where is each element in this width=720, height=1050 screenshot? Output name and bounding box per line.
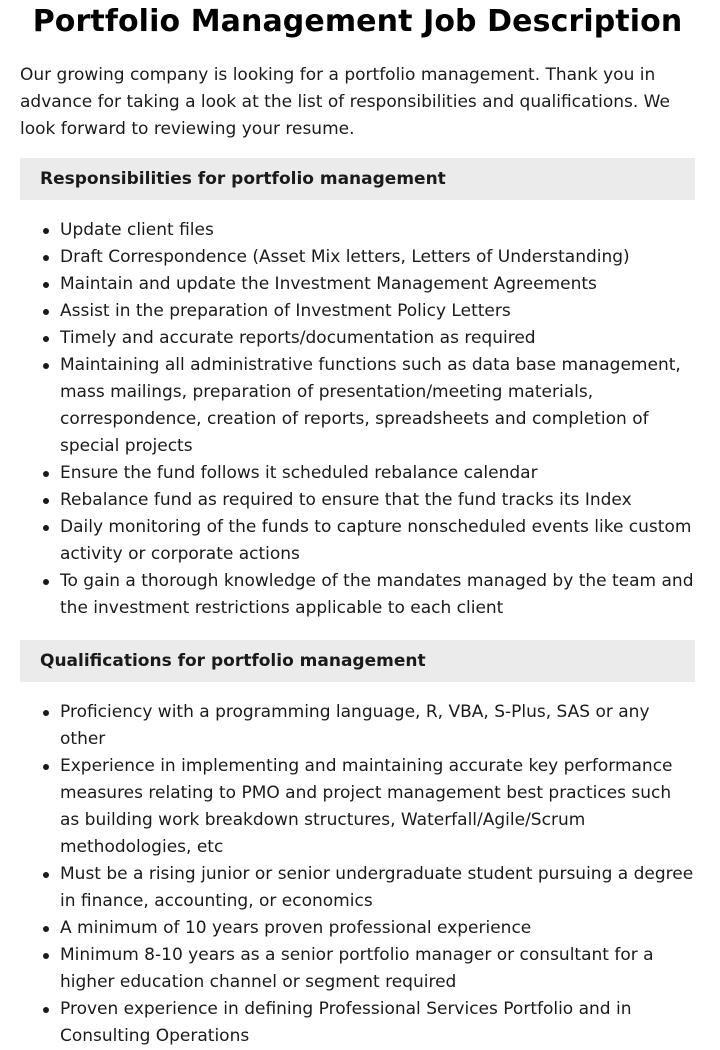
list-item: To gain a thorough knowledge of the mandates managed by the team and the investment restrictions applicable to each client bbox=[60, 568, 695, 622]
list-item: Proven experience in defining Professional Services Portfolio and in Consulting Operations bbox=[60, 996, 695, 1050]
intro-paragraph: Our growing company is looking for a portfolio management. Thank you in advance for taking a look at the list of responsibilities and qualifications. We look forward to reviewing your resume. bbox=[20, 65, 670, 139]
list-item: A minimum of 10 years proven professional experience bbox=[60, 915, 695, 942]
page-title: Portfolio Management Job Description bbox=[32, 4, 683, 39]
list-item: Experience in implementing and maintaining accurate key performance measures relating to PMO and project management best practices such as building work breakdown structures, Waterfall/Agile/Scrum methodologies, etc bbox=[60, 753, 695, 861]
responsibilities-list bbox=[20, 217, 695, 622]
list-item: Update client files bbox=[60, 217, 695, 244]
list-item: Maintain and update the Investment Management Agreements bbox=[60, 271, 695, 298]
list-item: Rebalance fund as required to ensure that the fund tracks its Index bbox=[60, 487, 695, 514]
list-item: Minimum 8-10 years as a senior portfolio manager or consultant for a higher education channel or segment required bbox=[60, 942, 695, 996]
list-item: Maintaining all administrative functions such as data base management, mass mailings, preparation of presentation/meeting materials, correspondence, creation of reports, spreadsheets and completion of special projects bbox=[60, 352, 695, 460]
list-item: Draft Correspondence (Asset Mix letters, Letters of Understanding) bbox=[60, 244, 695, 271]
list-item: Timely and accurate reports/documentation as required bbox=[60, 325, 695, 352]
list-item: Must be a rising junior or senior undergraduate student pursuing a degree in finance, accounting, or economics bbox=[60, 861, 695, 915]
list-item: Ensure the fund follows it scheduled rebalance calendar bbox=[60, 460, 695, 487]
responsibilities-heading: Responsibilities for portfolio management bbox=[20, 158, 695, 200]
list-item: Daily monitoring of the funds to capture nonscheduled events like custom activity or corporate actions bbox=[60, 514, 695, 568]
qualifications-list bbox=[20, 699, 695, 1050]
list-item: Proficiency with a programming language, R, VBA, S-Plus, SAS or any other bbox=[60, 699, 695, 753]
qualifications-heading: Qualifications for portfolio management bbox=[20, 640, 695, 682]
list-item: Assist in the preparation of Investment Policy Letters bbox=[60, 298, 695, 325]
